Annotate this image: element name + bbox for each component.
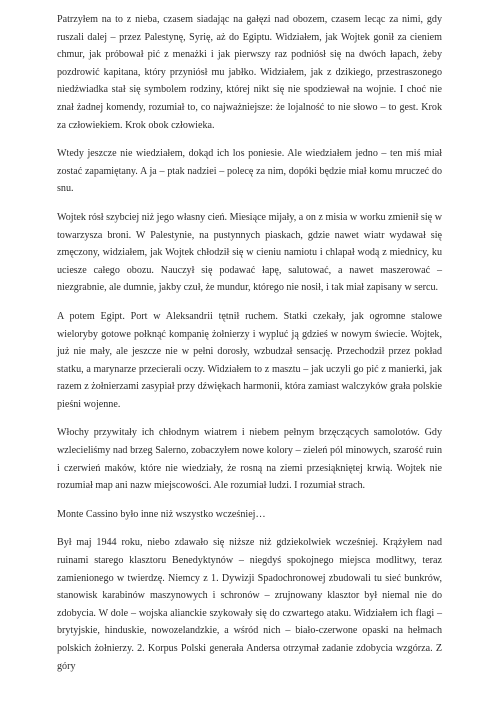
paragraph: Wojtek rósł szybciej niż jego własny cień. Miesiące mijały, a on z misia w worku zmienił się w towarzysza broni. W Palestynie, na pustynnych piaskach, gdzie nawet wiatr wydawał się zmęczony, widziałem, jak Wojtek chłodził się w cieniu namiotu i chlapał wodą z miednicy, ku uciesze całego obozu. Nauczył się podawać łapę, salutować, a nawet maszerować – niezgrabnie, ale dumnie, jakby czuł, że mundur, którego nie nosił, i tak miał zapisany w sercu. bbox=[57, 211, 442, 294]
paragraph: Monte Cassino było inne niż wszystko wcześniej… bbox=[57, 508, 266, 520]
paragraph: Włochy przywitały ich chłodnym wiatrem i niebem pełnym brzęczących samolotów. Gdy wzlecieliśmy nad brzeg Salerno, zobaczyłem nowe kolory – zieleń pól minowych, szarość ruin i czerwień maków, które nie wiedziały, że rosną na ziemi przesiąkniętej krwią. Wojtek nie rozumiał map ani nazw miejscowości. Ale rozumiał ludzi. I rozumiał strach. bbox=[57, 427, 442, 492]
paragraph: A potem Egipt. Port w Aleksandrii tętnił ruchem. Statki czekały, jak ogromne stalowe wieloryby gotowe połknąć kompanię żołnierzy i wypluć ją gdzieś w nowym świecie. Wojtek, już nie mały, ale jeszcze nie w pełni dorosły, wzbudzał sensację. Przechodził przez pokład statku, a marynarze przecierali oczy. Widziałem to z masztu – jak uczyli go pić z manierki, jak razem z żołnierzami zasypiał przy dźwiękach harmonii, która zamiast walczyków grała polskie pieśni wojenne. bbox=[57, 310, 442, 410]
paragraph: Był maj 1944 roku, niebo zdawało się niższe niż gdziekolwiek wcześniej. Krążyłem nad ruinami starego klasztoru Benedyktynów – niegdyś spokojnego miejsca modlitwy, teraz zamienionego w twierdzę. Niemcy z 1. Dywizji Spadochronowej zbudowali tu sieć bunkrów, stanowisk karabinów maszynowych i schronów – zrujnowany klasztor był niemal nie do zdobycia. W dole – wojska alianckie szykowały się do czwartego ataku. Widziałem ich flagi – brytyjskie, hinduskie, nowozelandzkie, a wśród nich – biało-czerwone opaski na hełmach polskich żołnierzy. 2. Korpus Polski generała Andersa otrzymał zadanie zdobycia wzgórza. Z góry bbox=[57, 537, 442, 672]
paragraph: Wtedy jeszcze nie wiedziałem, dokąd ich los poniesie. Ale wiedziałem jedno – ten miś miał zostać zapamiętany. A ja – ptak nadziei – polecę za nim, dopóki będzie miał komu mruczeć do snu. bbox=[57, 148, 442, 195]
document-body bbox=[57, 11, 442, 686]
paragraph: Patrzyłem na to z nieba, czasem siadając na gałęzi nad obozem, czasem lecąc za nimi, gdy ruszali dalej – przez Palestynę, Syrię, aż do Egiptu. Widziałem, jak Wojtek gonił za cieniem chmur, jak próbował pić z menażki i jak pierwszy raz podniósł się na dwóch łapach, żeby pozdrowić kapitana, który przyniósł mu jabłko. Widziałem, jak z dzikiego, przestraszonego niedźwiadka stał się symbolem rodziny, której nikt się nie spodziewał na wojnie. I choć nie znał żadnej komendy, rozumiał to, co najważniejsze: że lojalność to nie słowo – to gest. Krok za człowiekiem. Krok obok człowieka. bbox=[57, 14, 442, 131]
